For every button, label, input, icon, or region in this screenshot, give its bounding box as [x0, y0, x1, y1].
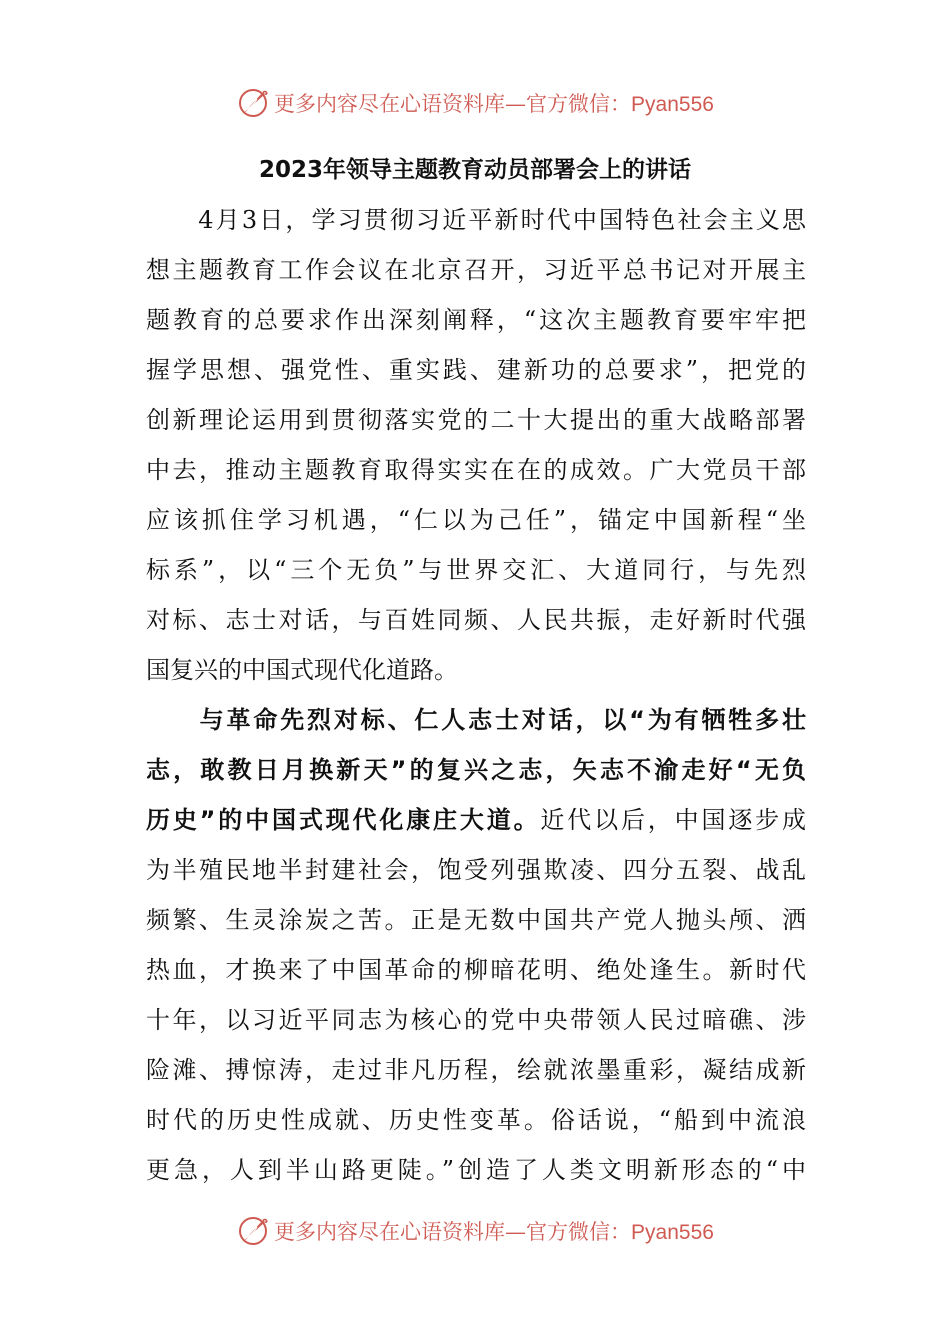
text-line: [146, 945, 806, 995]
line-text: 4月3日，学习贯彻习近平新时代中国特色社会主义思: [146, 206, 806, 234]
line-text: 频繁、生灵涂炭之苦。正是无数中国共产党人抛头颅、洒: [146, 906, 806, 934]
footer-watermark: [0, 1211, 950, 1251]
line-text: 更急，人到半山路更陡。”创造了人类文明新形态的“中: [146, 1156, 806, 1184]
line-text: 险滩、搏惊涛，走过非凡历程，绘就浓墨重彩，凝结成新: [146, 1056, 806, 1084]
line-text: 标系”，以“三个无负”与世界交汇、大道同行，与先烈: [146, 556, 806, 584]
header-watermark-id: Pyan556: [631, 93, 714, 116]
text-line: [146, 595, 806, 645]
text-line: [146, 395, 806, 445]
bold-lead-text: 与革命先烈对标、仁人志士对话，以“为有牺牲多壮: [146, 706, 806, 734]
text-line: [146, 1095, 806, 1145]
footer-watermark-text: 更多内容尽在心语资料库—官方微信：: [274, 1220, 632, 1244]
line-text: 应该抓住学习机遇，“仁以为己任”，锚定中国新程“坐: [146, 506, 806, 534]
bold-lead-text: 志，敢教日月换新天”的复兴之志，矢志不渝走好“无负: [146, 756, 806, 784]
line-text: 时代的历史性成就、历史性变革。俗话说，“船到中流浪: [146, 1106, 806, 1134]
text-line: [146, 195, 806, 245]
document-title: 2023年领导主题教育动员部署会上的讲话: [258, 157, 691, 183]
line-text: 国复兴的中国式现代化道路。: [146, 656, 458, 684]
line-text: 中去，推动主题教育取得实实在在的成效。广大党员干部: [146, 456, 806, 484]
line-text: 创新理论运用到贯彻落实党的二十大提出的重大战略部署: [146, 406, 806, 434]
text-line: [146, 695, 806, 745]
document-body: [146, 195, 806, 1195]
line-text: 题教育的总要求作出深刻阐释，“这次主题教育要牢牢把: [146, 306, 806, 334]
line-text: 握学思想、强党性、重实践、建新功的总要求”，把党的: [146, 356, 806, 384]
text-line: [146, 295, 806, 345]
text-line: [146, 345, 806, 395]
text-line: [146, 895, 806, 945]
line-text: 热血，才换来了中国革命的柳暗花明、绝处逢生。新时代: [146, 956, 806, 984]
text-line: [146, 995, 806, 1045]
line-text: 十年，以习近平同志为核心的党中央带领人民过暗礁、涉: [146, 1006, 806, 1034]
bold-lead-text: 历史”的中国式现代化康庄大道。: [146, 806, 541, 834]
quill-logo-icon: [236, 1214, 270, 1248]
text-line: [146, 1145, 806, 1195]
text-line: [146, 745, 806, 795]
text-line: [146, 495, 806, 545]
header-watermark-text: 更多内容尽在心语资料库—官方微信：: [274, 92, 632, 116]
text-line: [146, 795, 806, 845]
text-line: [146, 645, 806, 695]
line-text: 为半殖民地半封建社会，饱受列强欺凌、四分五裂、战乱: [146, 856, 806, 884]
text-line: [146, 245, 806, 295]
footer-watermark-id: Pyan556: [631, 1221, 714, 1244]
line-text: 对标、志士对话，与百姓同频、人民共振，走好新时代强: [146, 606, 806, 634]
text-line: [146, 1045, 806, 1095]
text-line: [146, 445, 806, 495]
quill-logo-icon: [236, 86, 270, 120]
text-line: [146, 845, 806, 895]
header-watermark: [0, 83, 950, 123]
line-text: 想主题教育工作会议在北京召开，习近平总书记对开展主: [146, 256, 806, 284]
text-line: [146, 545, 806, 595]
line-text: 近代以后，中国逐步成: [540, 806, 807, 834]
